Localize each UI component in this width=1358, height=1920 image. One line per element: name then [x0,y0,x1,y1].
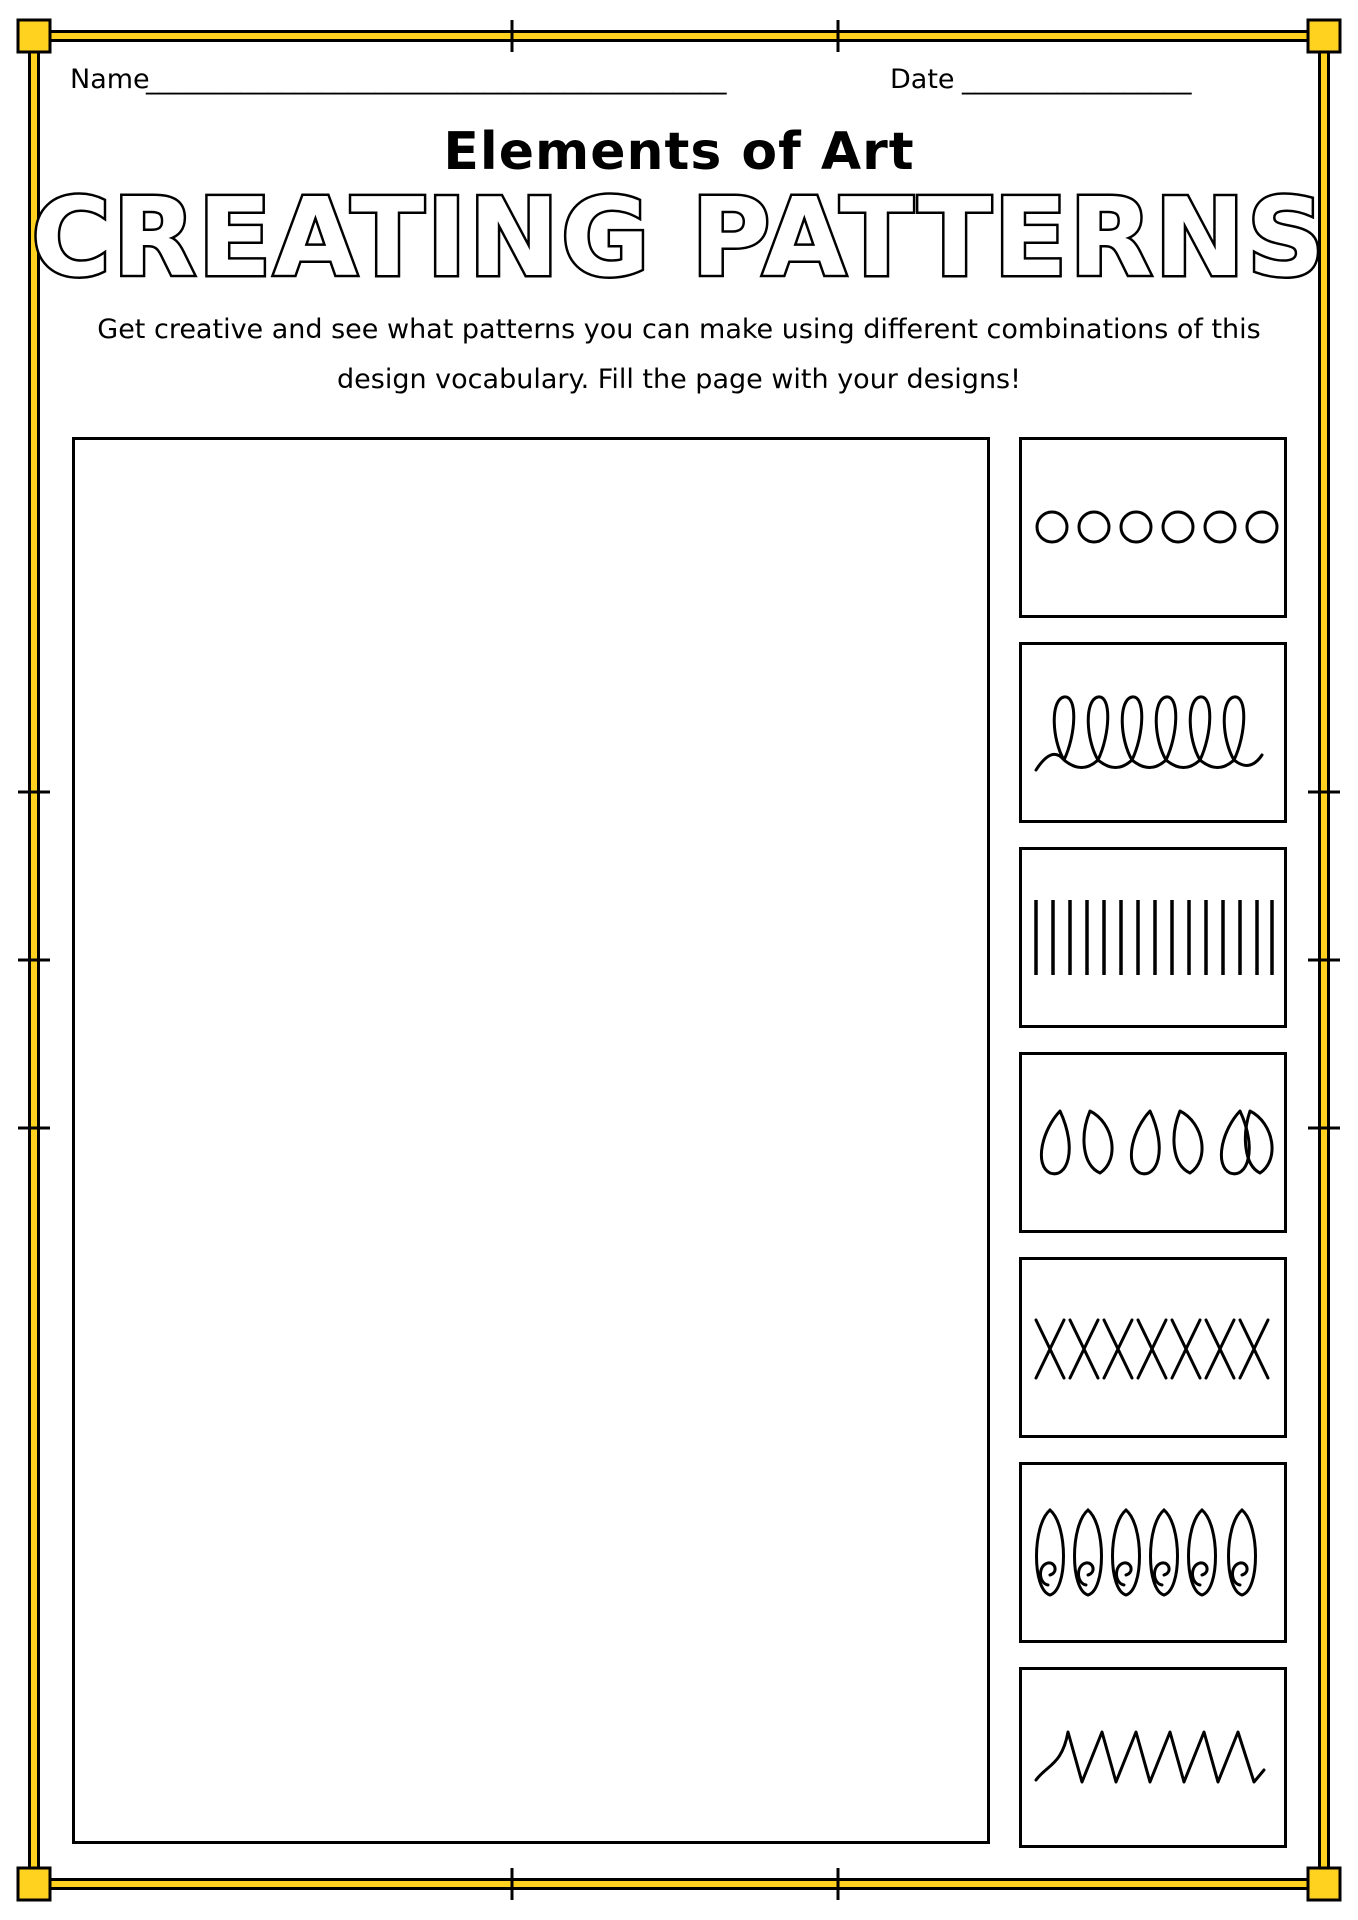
loops-icon [1022,645,1284,820]
name-label: Name [70,64,150,95]
pattern-sample-spikes [1019,1667,1287,1848]
circles-icon [1022,440,1284,615]
instructions-text: Get creative and see what patterns you can make using different combinations of this design vocabulary. Fill the page with your designs! [97,314,1261,395]
pattern-sample-circles [1019,437,1287,618]
date-label: Date [890,64,955,95]
page-title: CREATING PATTERNS [31,176,1327,301]
page-subtitle: Elements of Art [443,122,915,182]
date-field[interactable]: _________________ [962,64,1192,95]
pattern-sample-spiral-leaves [1019,1462,1287,1643]
pattern-sample-teardrops [1019,1052,1287,1233]
name-field[interactable]: ___________________________________________ [146,64,727,95]
x-marks-icon [1022,1260,1284,1435]
spiral-leaves-icon [1022,1465,1284,1640]
pattern-sample-x-marks [1019,1257,1287,1438]
vertical-lines-icon [1022,850,1284,1025]
pattern-sample-loops [1019,642,1287,823]
spikes-icon [1022,1670,1284,1845]
drawing-area[interactable] [72,437,990,1844]
teardrops-icon [1022,1055,1284,1230]
name-date-row [70,64,1290,108]
pattern-sample-vertical-lines [1019,847,1287,1028]
